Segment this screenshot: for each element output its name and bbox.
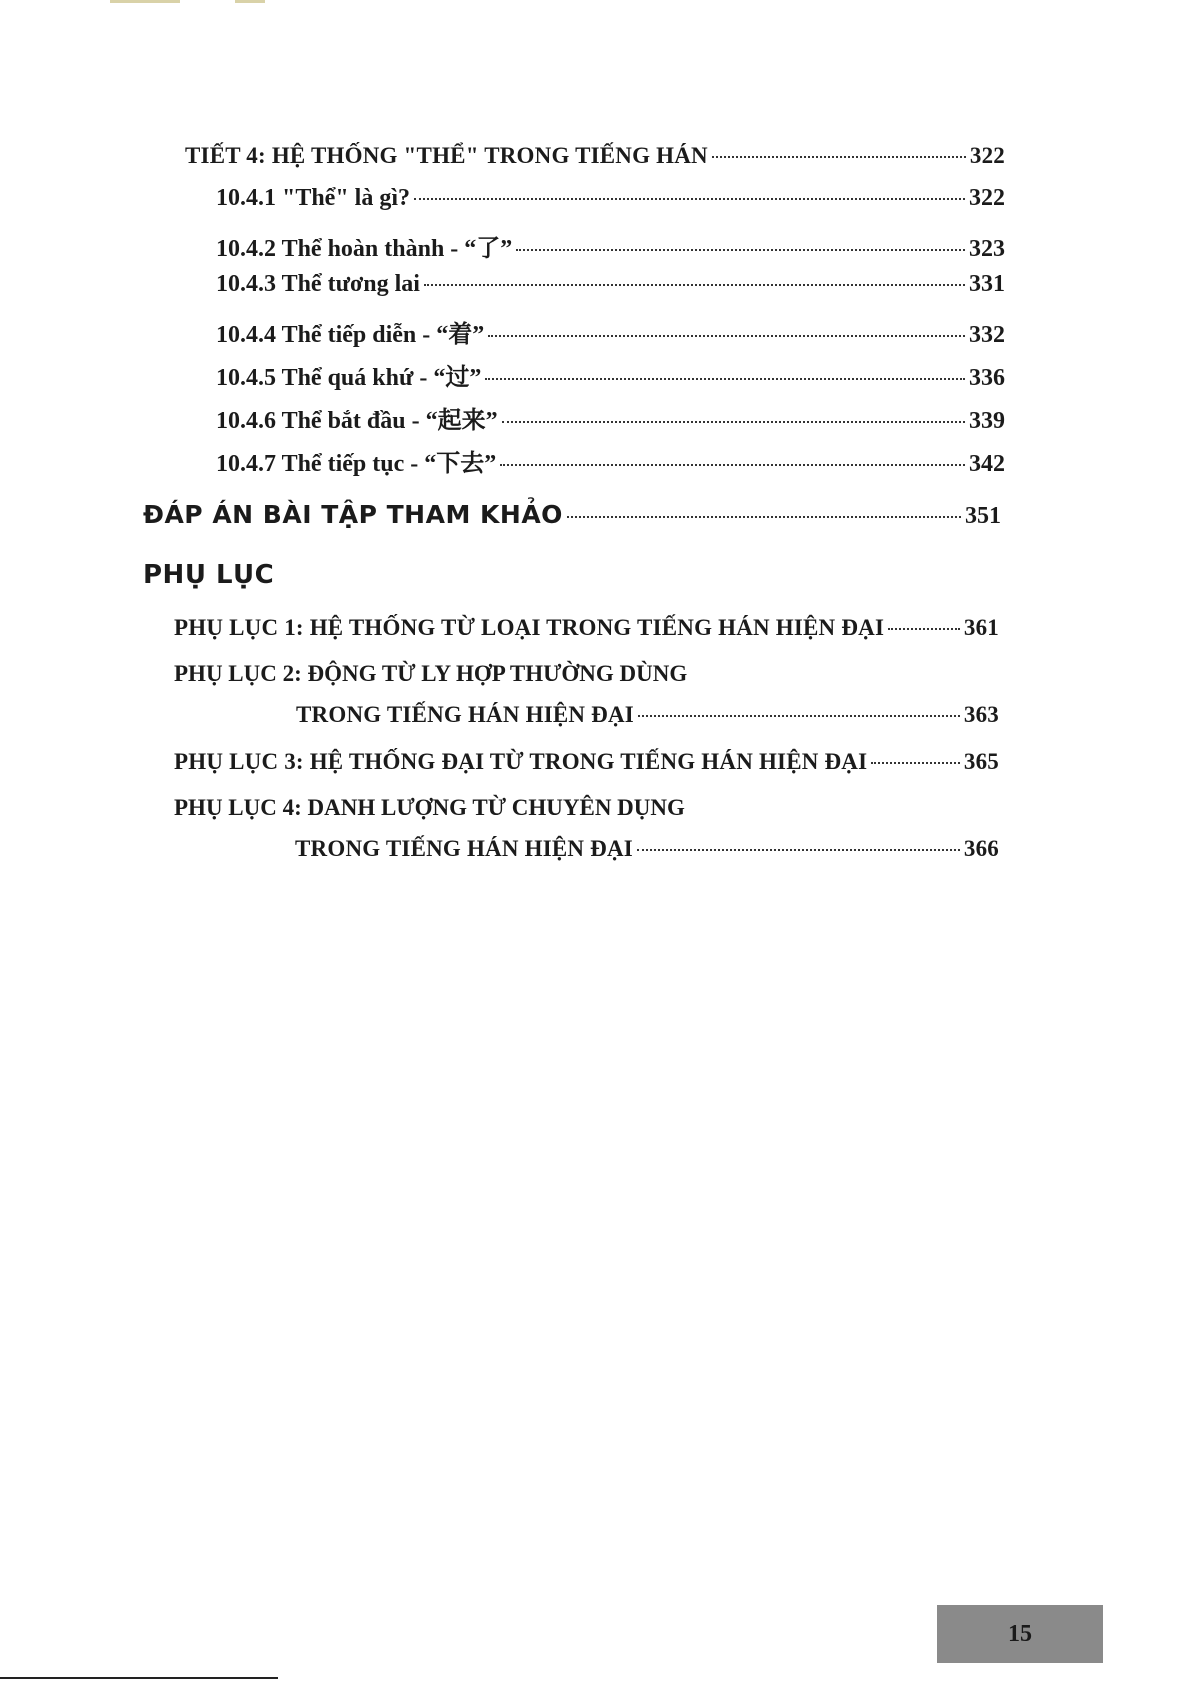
toc-entry-appendix-3[interactable]	[174, 749, 999, 775]
toc-entry-10-4-4[interactable]	[216, 314, 1005, 349]
toc-entry-label: TIẾT 4: HỆ THỐNG "THỂ" TRONG TIẾNG HÁN	[185, 143, 708, 168]
toc-entry-tiet-4[interactable]	[185, 143, 1005, 169]
toc-entry-appendix-2[interactable]	[296, 702, 999, 728]
toc-entry-10-4-3[interactable]	[216, 271, 1005, 298]
toc-entry-page: 332	[969, 322, 1005, 348]
toc-entry-label: TRONG TIẾNG HÁN HIỆN ĐẠI	[295, 836, 633, 861]
toc-entry-page: 331	[969, 271, 1005, 297]
toc-entry-page: 339	[969, 408, 1005, 434]
dot-leader	[424, 284, 965, 286]
dot-leader	[485, 378, 965, 380]
toc-entry-label: ĐÁP ÁN BÀI TẬP THAM KHẢO	[143, 500, 563, 529]
toc-entry-page: 365	[963, 749, 999, 774]
toc-entry-page: 366	[963, 836, 999, 861]
toc-entry-label: 10.4.2 Thể hoàn thành - “了”	[216, 236, 513, 262]
scan-smudge	[235, 0, 265, 3]
dot-leader	[637, 849, 960, 851]
toc-entry-page: 351	[965, 503, 1001, 529]
dot-leader	[871, 762, 960, 764]
toc-entry-page: 322	[969, 185, 1005, 211]
toc-entry-10-4-7[interactable]	[216, 443, 1005, 478]
toc-entry-label: 10.4.3 Thể tương lai	[216, 271, 420, 297]
dot-leader	[712, 156, 966, 158]
dot-leader	[888, 628, 960, 630]
dot-leader	[638, 715, 960, 717]
toc-entry-label: 10.4.1 "Thể" là gì?	[216, 185, 410, 211]
toc-entry-label: 10.4.4 Thể tiếp diễn - “着”	[216, 322, 485, 348]
toc-entry-label: 10.4.7 Thể tiếp tục - “下去”	[216, 451, 497, 477]
scan-smudge	[110, 0, 180, 3]
toc-entry-label: 10.4.5 Thể quá khứ - “过”	[216, 365, 482, 391]
toc-entry-appendix-2-line1[interactable]: PHỤ LỤC 2: ĐỘNG TỪ LY HỢP THƯỜNG DÙNG	[174, 661, 688, 686]
toc-entry-page: 323	[969, 236, 1005, 262]
dot-leader	[414, 198, 965, 200]
page-number: 15	[1008, 1620, 1032, 1647]
toc-entry-label: TRONG TIẾNG HÁN HIỆN ĐẠI	[296, 702, 634, 727]
dot-leader	[567, 516, 961, 518]
toc-entry-10-4-5[interactable]	[216, 357, 1005, 392]
toc-entry-10-4-1[interactable]	[216, 185, 1005, 212]
toc-entry-page: 322	[969, 143, 1005, 168]
toc-entry-appendix-1[interactable]	[174, 615, 999, 641]
toc-entry-appendix-4[interactable]	[295, 836, 999, 862]
toc-entry-label: PHỤ LỤC 3: HỆ THỐNG ĐẠI TỪ TRONG TIẾNG HÁN HIỆN ĐẠI	[174, 749, 868, 774]
page-number-box	[937, 1605, 1103, 1663]
toc-entry-page: 363	[963, 702, 999, 727]
toc-entry-page: 342	[969, 451, 1005, 477]
toc-entry-appendix-4-line1[interactable]: PHỤ LỤC 4: DANH LƯỢNG TỪ CHUYÊN DỤNG	[174, 795, 685, 820]
dot-leader	[488, 335, 965, 337]
toc-entry-label: PHỤ LỤC 1: HỆ THỐNG TỪ LOẠI TRONG TIẾNG HÁN HIỆN ĐẠI	[174, 615, 885, 640]
appendix-heading: PHỤ LỤC	[143, 560, 275, 590]
toc-entry-label: 10.4.6 Thể bắt đầu - “起来”	[216, 408, 498, 434]
dot-leader	[502, 421, 965, 423]
bottom-rule	[0, 1677, 278, 1679]
toc-entry-page: 361	[963, 615, 999, 640]
toc-entry-10-4-2[interactable]	[216, 228, 1005, 263]
toc-entry-10-4-6[interactable]	[216, 400, 1005, 435]
toc-entry-page: 336	[969, 365, 1005, 391]
toc-entry-answers[interactable]	[143, 500, 1001, 530]
dot-leader	[500, 464, 965, 466]
dot-leader	[516, 249, 965, 251]
